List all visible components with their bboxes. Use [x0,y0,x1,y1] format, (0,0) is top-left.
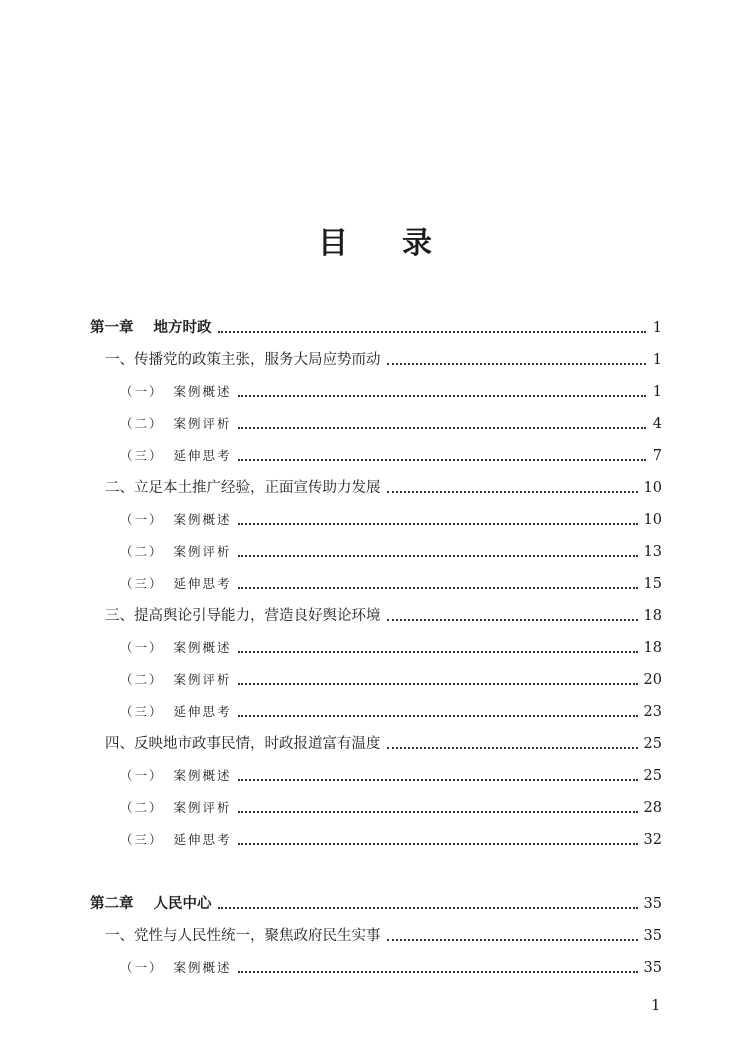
subsection-name: 案例评析 [173,672,232,687]
subsection-name: 案例评析 [173,800,232,815]
toc-section-entry[interactable] [90,728,662,754]
page-number: 1 [652,320,662,336]
page-number: 20 [643,672,662,688]
subsection-name: 延伸思考 [173,576,232,591]
subsection-number: （一） [120,512,164,527]
dot-leader [238,843,638,845]
page-number: 10 [643,480,662,496]
page-number: 1 [652,384,662,400]
dot-leader [238,651,638,653]
toc-subsection-entry[interactable] [90,664,662,690]
subsection-name: 案例概述 [173,640,232,655]
dot-leader [238,811,638,813]
subsection-number: （一） [120,960,164,975]
toc-subsection-entry[interactable] [90,408,662,434]
toc-section-entry[interactable] [90,600,662,626]
subsection-name: 案例概述 [173,768,232,783]
subsection-number: （一） [120,640,164,655]
toc-subsection-entry[interactable] [90,952,662,978]
page-number: 1 [652,352,662,368]
subsection-number: （二） [120,416,164,431]
subsection-number: （二） [120,800,164,815]
section-label: 一、党性与人民性统一，聚焦政府民生实事 [105,928,381,944]
subsection-name: 延伸思考 [173,832,232,847]
subsection-name: 案例评析 [173,544,232,559]
page-number: 35 [643,896,662,912]
page-number: 7 [652,448,662,464]
dot-leader [387,363,647,365]
dot-leader [238,683,638,685]
page-number: 10 [643,512,662,528]
subsection-number: （一） [120,768,164,783]
page-number: 4 [652,416,662,432]
dot-leader [238,459,646,461]
dot-leader [238,395,646,397]
subsection-number: （二） [120,544,164,559]
page-number: 13 [643,544,662,560]
chapter-number: 第二章 [90,895,134,912]
page-number: 28 [643,800,662,816]
subsection-name: 案例概述 [173,512,232,527]
toc-chapter-entry[interactable] [90,888,662,914]
toc-subsection-entry[interactable] [90,376,662,402]
page-number: 25 [643,736,662,752]
subsection-number: （三） [120,704,164,719]
subsection-name: 案例概述 [173,384,232,399]
page-number: 32 [643,832,662,848]
section-label: 三、提高舆论引导能力，营造良好舆论环境 [105,608,381,624]
dot-leader [387,747,638,749]
dot-leader [218,331,647,333]
dot-leader [238,715,638,717]
toc-subsection-entry[interactable] [90,824,662,850]
dot-leader [238,427,646,429]
dot-leader [238,779,638,781]
toc-section-entry[interactable] [90,920,662,946]
subsection-number: （一） [120,384,164,399]
section-label: 二、立足本土推广经验，正面宣传助力发展 [105,480,381,496]
subsection-number: （二） [120,672,164,687]
subsection-number: （三） [120,832,164,847]
toc-chapter-entry[interactable] [90,312,662,338]
subsection-name: 案例概述 [173,960,232,975]
toc-subsection-entry[interactable] [90,696,662,722]
toc-subsection-entry[interactable] [90,792,662,818]
toc-section-entry[interactable] [90,472,662,498]
page-number: 18 [643,640,662,656]
page-number: 18 [643,608,662,624]
title-char-1: 目 [318,226,348,261]
dot-leader [387,619,638,621]
dot-leader [218,907,638,909]
toc-subsection-entry[interactable] [90,536,662,562]
toc-subsection-entry[interactable] [90,568,662,594]
chapter-number: 第一章 [90,319,134,336]
section-label: 四、反映地市政事民情，时政报道富有温度 [105,736,381,752]
toc-section-entry[interactable] [90,344,662,370]
chapter-name: 人民中心 [153,895,212,912]
page-number: 25 [643,768,662,784]
page-title [0,218,750,262]
dot-leader [238,555,638,557]
page-number: 35 [643,960,662,976]
toc-subsection-entry[interactable] [90,440,662,466]
dot-leader [238,587,638,589]
page-number: 15 [643,576,662,592]
toc-subsection-entry[interactable] [90,760,662,786]
chapter-name: 地方时政 [153,319,212,336]
section-label: 一、传播党的政策主张，服务大局应势而动 [105,352,381,368]
subsection-name: 延伸思考 [173,704,232,719]
toc-subsection-entry[interactable] [90,632,662,658]
dot-leader [387,491,638,493]
dot-leader [387,939,638,941]
subsection-name: 案例评析 [173,416,232,431]
footer-page-number: 1 [651,996,661,1014]
subsection-number: （三） [120,448,164,463]
page-number: 23 [643,704,662,720]
dot-leader [238,523,638,525]
subsection-number: （三） [120,576,164,591]
title-char-2: 录 [402,226,432,261]
dot-leader [238,971,638,973]
page-number: 35 [643,928,662,944]
subsection-name: 延伸思考 [173,448,232,463]
toc-subsection-entry[interactable] [90,504,662,530]
